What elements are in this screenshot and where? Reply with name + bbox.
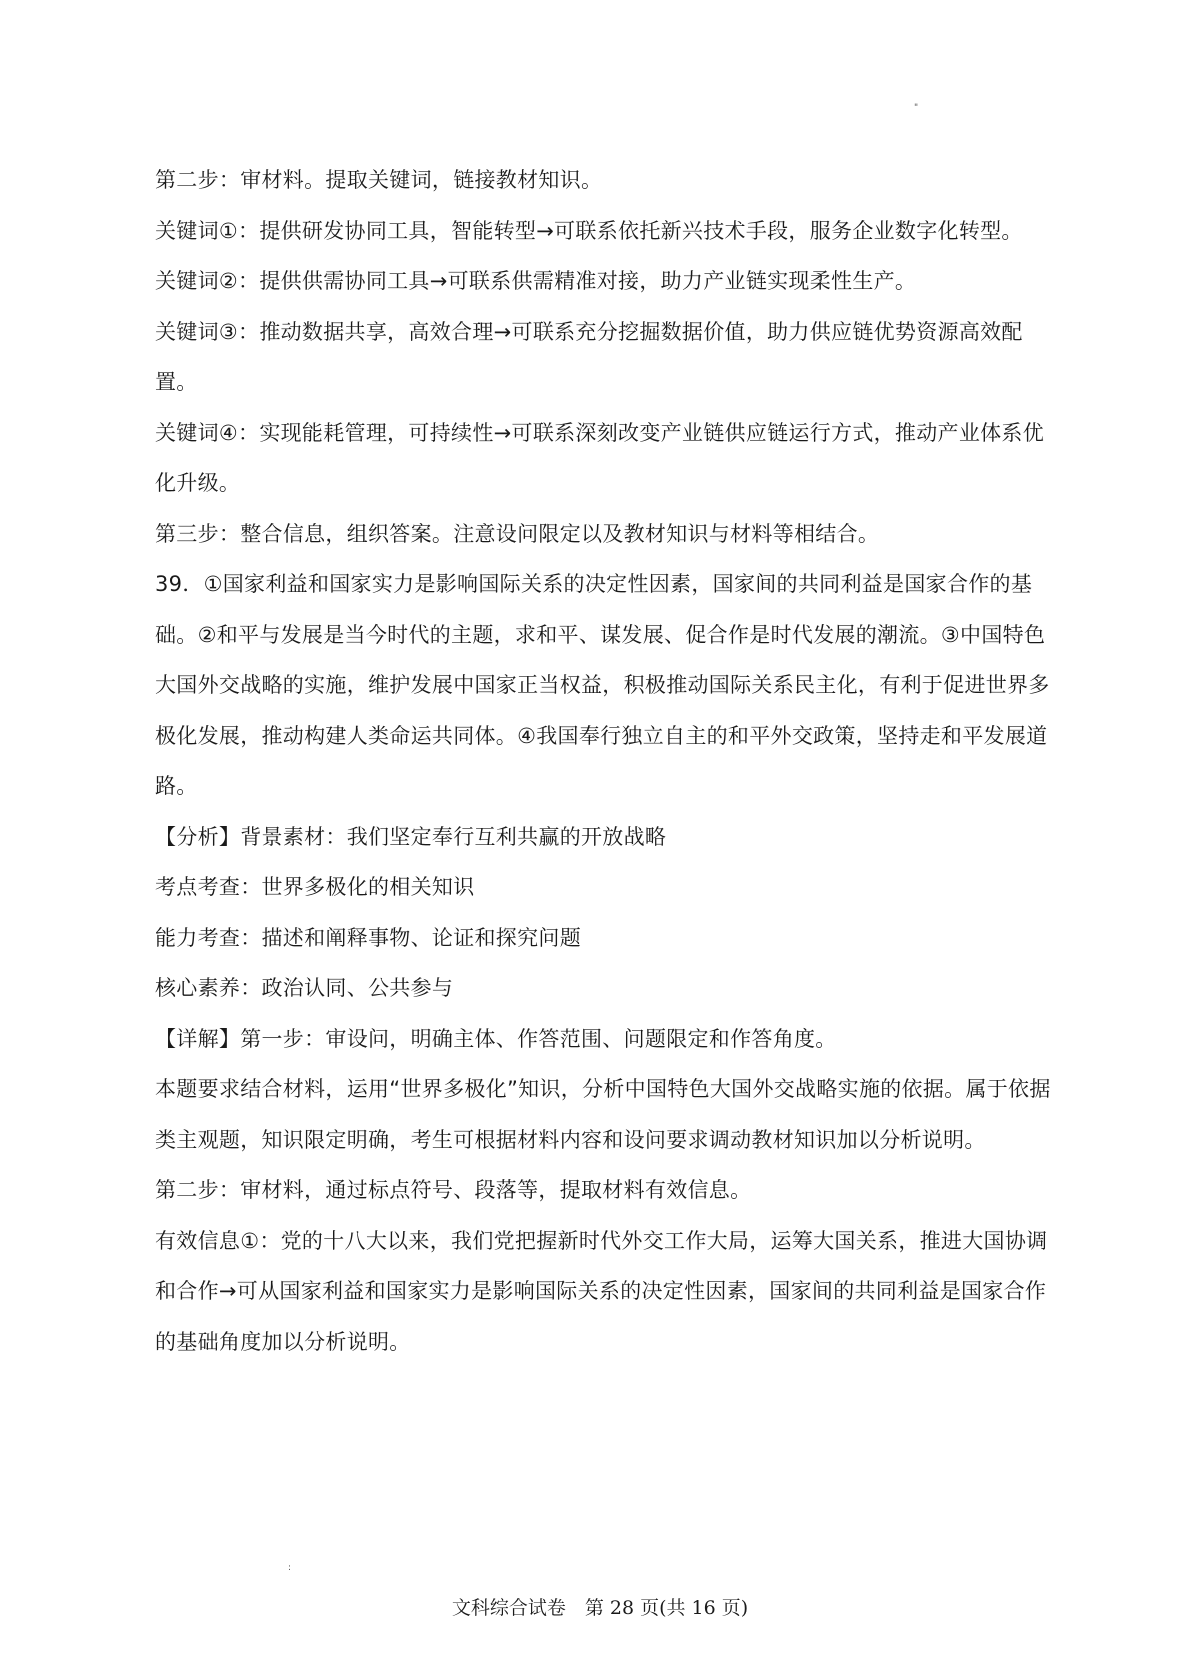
document-body — [155, 155, 1055, 1367]
paragraph-core-literacy: 核心素养：政治认同、公共参与 — [155, 976, 454, 1000]
paragraph-question-requirement: 本题要求结合材料，运用“世界多极化”知识，分析中国特色大国外交战略实施的依据。属于依据类主观题，知识限定明确，考生可根据材料内容和设问要求调动教材知识加以分析说明。 — [155, 1077, 1051, 1152]
paragraph-step2-keywords: 第二步：审材料。提取关键词，链接教材知识。 — [155, 168, 603, 192]
paragraph-exam-point: 考点考查：世界多极化的相关知识 — [155, 875, 475, 899]
paragraph-answer-39: 39．①国家利益和国家实力是影响国际关系的决定性因素，国家间的共同利益是国家合作的基础。②和平与发展是当今时代的主题，求和平、谋发展、促合作是时代发展的潮流。③中国特色大国外交战略的实施，维护发展中国家正当权益，积极推动国际关系民主化，有利于促进世界多极化发展，推动构建人类命运共同体。④我国奉行独立自主的和平外交政策，坚持走和平发展道路。 — [155, 572, 1050, 798]
paragraph-keyword-1: 关键词①：提供研发协同工具，智能转型→可联系依托新兴技术手段，服务企业数字化转型。 — [155, 218, 1023, 243]
paragraph-keyword-3: 关键词③：推动数据共享，高效合理→可联系充分挖掘数据价值，助力供应链优势资源高效配置。 — [155, 319, 1023, 394]
paragraph-keyword-2: 关键词②：提供供需协同工具→可联系供需精准对接，助力产业链实现柔性生产。 — [155, 269, 917, 293]
paragraph-step3: 第三步：整合信息，组织答案。注意设问限定以及教材知识与材料等相结合。 — [155, 521, 880, 546]
page-footer: 文科综合试卷 第 28 页(共 16 页) — [451, 1597, 749, 1619]
paragraph-keyword-4: 关键词④：实现能耗管理，可持续性→可联系深刻改变产业链供应链运行方式，推动产业体系优化升级。 — [155, 420, 1045, 495]
paragraph-detail-step2: 第二步：审材料，通过标点符号、段落等，提取材料有效信息。 — [155, 1178, 752, 1202]
paragraph-effective-info-1: 有效信息①：党的十八大以来，我们党把握新时代外交工作大局，运筹大国关系，推进大国协调和合作→可从国家利益和国家实力是影响国际关系的决定性因素，国家间的共同利益是国家合作的基础角度加以分析说明。 — [155, 1228, 1048, 1354]
scan-mark-bottom: : — [288, 1563, 292, 1573]
paragraph-detail-step1: 【详解】第一步：审设问，明确主体、作答范围、问题限定和作答角度。 — [155, 1026, 837, 1051]
paragraph-analysis-background: 【分析】背景素材：我们坚定奉行互利共赢的开放战略 — [155, 824, 667, 849]
scan-mark-top: " — [914, 103, 919, 113]
paragraph-ability: 能力考查：描述和阐释事物、论证和探究问题 — [155, 925, 581, 950]
